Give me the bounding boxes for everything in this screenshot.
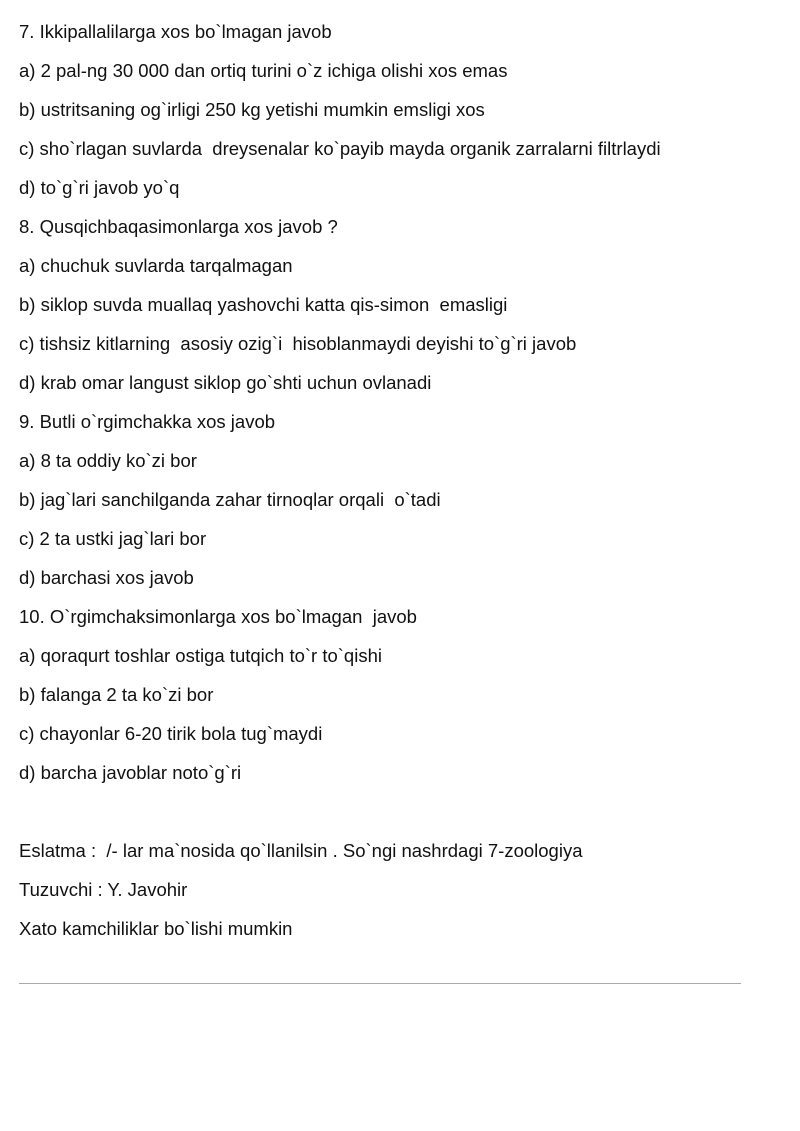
document-body	[19, 18, 759, 954]
answer-option-d: d) to`g`ri javob yo`q	[19, 177, 180, 198]
answer-option-c: c) 2 ta ustki jag`lari bor	[19, 528, 207, 549]
answer-option-c: c) chayonlar 6-20 tirik bola tug`maydi	[19, 723, 323, 744]
answer-option-a: a) chuchuk suvlarda tarqalmagan	[19, 255, 293, 276]
question-text: 10. O`rgimchaksimonlarga xos bo`lmagan javob	[19, 606, 417, 627]
answer-option-d: d) barchasi xos javob	[19, 567, 194, 588]
answer-option-a: a) qoraqurt toshlar ostiga tutqich to`r to`qishi	[19, 645, 382, 666]
answer-option-b: b) siklop suvda muallaq yashovchi katta qis-simon emasligi	[19, 294, 508, 315]
question-block-7	[19, 18, 759, 213]
answer-option-b: b) jag`lari sanchilganda zahar tirnoqlar orqali o`tadi	[19, 489, 441, 510]
question-block-10	[19, 603, 759, 798]
answer-option-c: c) sho`rlagan suvlarda dreysenalar ko`payib mayda organik zarralarni filtrlaydi	[19, 138, 661, 159]
answer-option-d: d) krab omar langust siklop go`shti uchun ovlanadi	[19, 372, 432, 393]
blank-line	[19, 798, 759, 837]
question-text: 9. Butli o`rgimchakka xos javob	[19, 411, 276, 432]
answer-option-b: b) ustritsaning og`irligi 250 kg yetishi mumkin emsligi xos	[19, 99, 485, 120]
horizontal-divider	[19, 983, 741, 984]
question-block-9	[19, 408, 759, 603]
disclaimer-text: Xato kamchiliklar bo`lishi mumkin	[19, 918, 293, 939]
question-block-8	[19, 213, 759, 408]
author-text: Tuzuvchi : Y. Javohir	[19, 879, 188, 900]
notes-section	[19, 837, 759, 954]
answer-option-b: b) falanga 2 ta ko`zi bor	[19, 684, 214, 705]
note-text: Eslatma : /- lar ma`nosida qo`llanilsin . So`ngi nashrdagi 7-zoologiya	[19, 840, 583, 861]
question-text: 7. Ikkipallalilarga xos bo`lmagan javob	[19, 21, 332, 42]
answer-option-d: d) barcha javoblar noto`g`ri	[19, 762, 242, 783]
answer-option-a: a) 8 ta oddiy ko`zi bor	[19, 450, 197, 471]
question-text: 8. Qusqichbaqasimonlarga xos javob ?	[19, 216, 338, 237]
answer-option-a: a) 2 pal-ng 30 000 dan ortiq turini o`z ichiga olishi xos emas	[19, 60, 508, 81]
answer-option-c: c) tishsiz kitlarning asosiy ozig`i hisoblanmaydi deyishi to`g`ri javob	[19, 333, 577, 354]
